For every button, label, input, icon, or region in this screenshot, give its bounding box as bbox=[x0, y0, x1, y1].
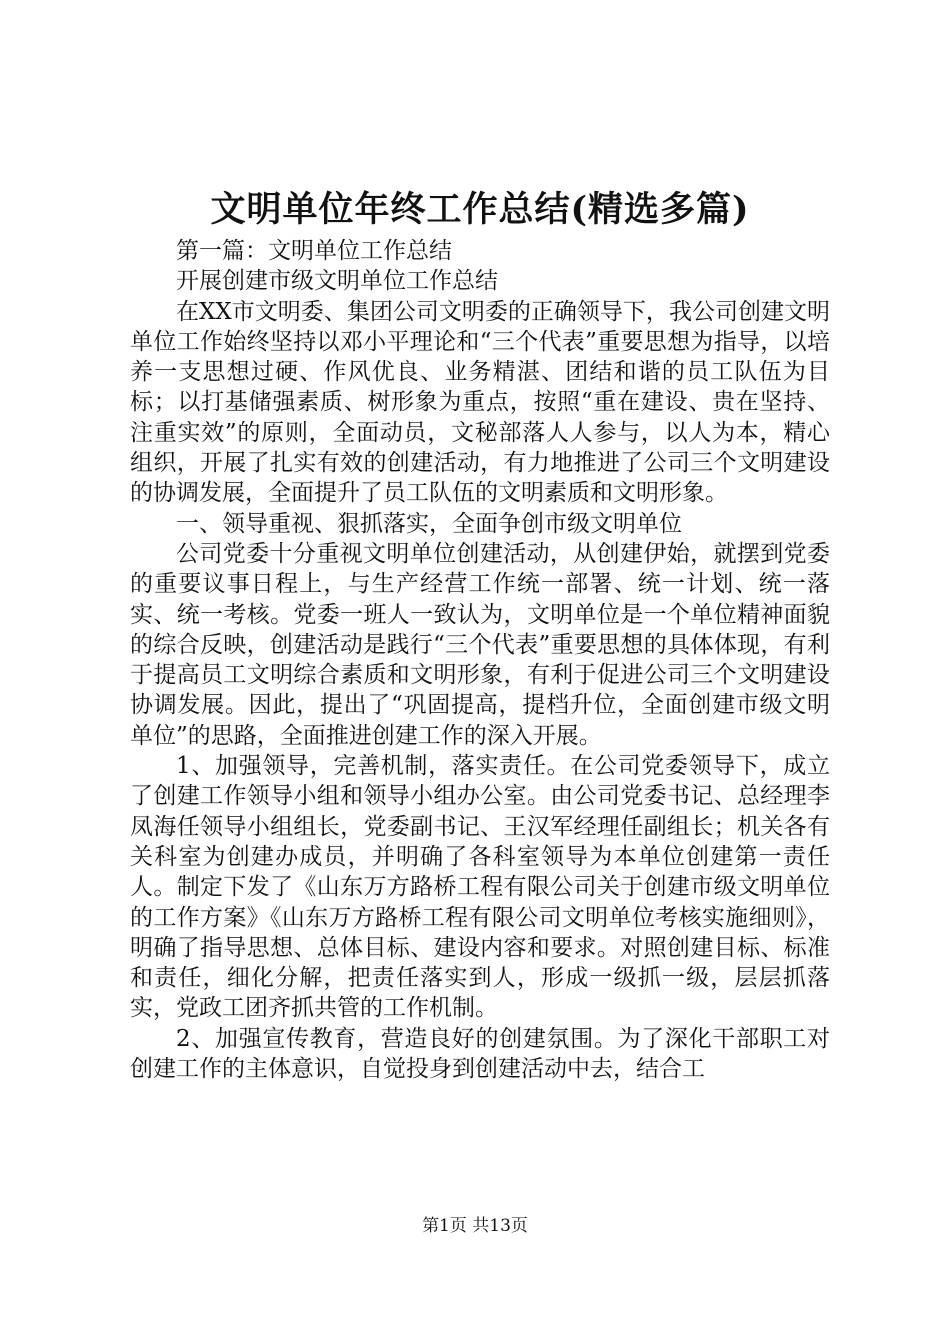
body-paragraph: 在XX市文明委、集团公司文明委的正确领导下，我公司创建文明单位工作始终坚持以邓小平理论和“三个代表”重要思想为指导，以培养一支思想过硬、作风优良、业务精湛、团结和谐的员工队伍为目标；以打基储强素质、树形象为重点，按照“重在建设、贵在坚持、注重实效”的原则，全面动员，文秘部落人人参与，以人为本，精心组织，开展了扎实有效的创建活动，有力地推进了公司三个文明建设的协调发展，全面提升了员工队伍的文明素质和文明形象。 bbox=[130, 298, 830, 507]
section-heading: 一、领导重视、狠抓落实，全面争创市级文明单位 bbox=[176, 510, 682, 537]
section-heading: 第一篇：文明单位工作总结 bbox=[176, 238, 452, 264]
document-title: 文明单位年终工作总结(精选多篇) bbox=[210, 189, 750, 230]
document-body bbox=[130, 236, 830, 1084]
body-paragraph: 2、加强宣传教育，营造良好的创建氛围。为了深化干部职工对创建工作的主体意识，自觉投身到创建活动中去，结合工 bbox=[130, 1025, 830, 1083]
subheading: 开展创建市级文明单位工作总结 bbox=[176, 268, 498, 295]
page-number-footer: 第1页 共13页 bbox=[422, 1216, 528, 1236]
body-paragraph: 1、加强领导，完善机制，落实责任。在公司党委领导下，成立了创建工作领导小组和领导小组办公室。由公司党委书记、总经理李凤海任领导小组组长，党委副书记、王汉军经理任副组长；机关各有关科室为创建办成员，并明确了各科室领导为本单位创建第一责任人。制定下发了《山东万方路桥工程有限公司关于创建市级文明单位的工作方案》《山东万方路桥工程有限公司文明单位考核实施细则》，明确了指导思想、总体目标、建设内容和要求。对照创建目标、标准和责任，细化分解，把责任落实到人，形成一级抓一级，层层抓落实，党政工团齐抓共管的工作机制。 bbox=[130, 753, 830, 1022]
body-paragraph: 公司党委十分重视文明单位创建活动，从创建伊始，就摆到党委的重要议事日程上，与生产经营工作统一部署、统一计划、统一落实、统一考核。党委一班人一致认为，文明单位是一个单位精神面貌的综合反映，创建活动是践行“三个代表”重要思想的具体体现，有利于提高员工文明综合素质和文明形象，有利于促进公司三个文明建设协调发展。因此，提出了“巩固提高，提档升位，全面创建市级文明单位”的思路，全面推进创建工作的深入开展。 bbox=[130, 540, 830, 749]
